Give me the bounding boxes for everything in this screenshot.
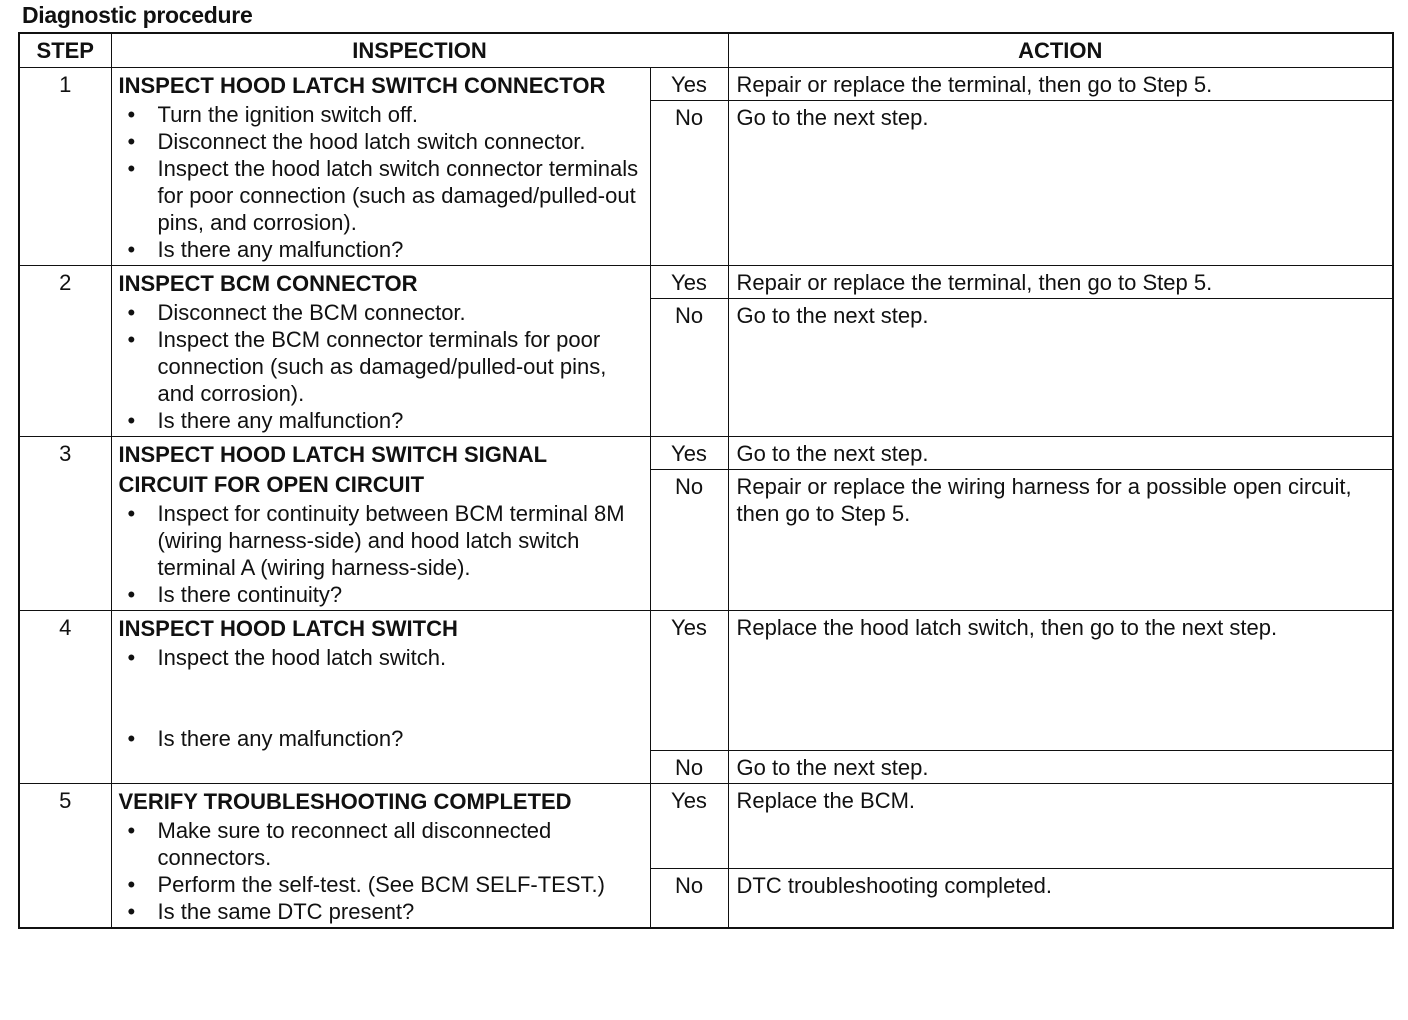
step-number: 5	[19, 784, 111, 929]
bullet-item: • Is there any malfunction?	[119, 725, 642, 752]
bullet-item: • Inspect the hood latch switch.	[119, 644, 642, 671]
yes-action: Repair or replace the terminal, then go to Step 5.	[728, 266, 1393, 299]
yes-label: Yes	[650, 68, 728, 101]
action-header: ACTION	[728, 33, 1393, 68]
no-action: Go to the next step.	[728, 101, 1393, 266]
no-action: DTC troubleshooting completed.	[728, 869, 1393, 929]
bullet-item: • Turn the ignition switch off.	[119, 101, 642, 128]
inspection-cell	[111, 437, 650, 611]
table-row	[19, 784, 1393, 869]
header-row	[19, 33, 1393, 68]
inspection-cell	[111, 784, 650, 929]
bullet-item: • Disconnect the BCM connector.	[119, 299, 642, 326]
inspection-cell	[111, 68, 650, 266]
bullet-item: • Is there continuity?	[119, 581, 642, 608]
no-action: Go to the next step.	[728, 299, 1393, 437]
page-title: Diagnostic procedure	[22, 2, 253, 28]
table-row	[19, 266, 1393, 299]
inspection-header: INSPECTION	[111, 33, 728, 68]
bullet-list	[119, 101, 642, 263]
step-number: 2	[19, 266, 111, 437]
bullet-spacer	[119, 671, 642, 725]
table-row	[19, 68, 1393, 101]
no-label: No	[650, 299, 728, 437]
step-number: 1	[19, 68, 111, 266]
inspection-cell	[111, 611, 650, 784]
yes-action: Go to the next step.	[728, 437, 1393, 470]
inspection-heading: INSPECT BCM CONNECTOR	[118, 271, 418, 296]
bullet-item: • Inspect the hood latch switch connector terminals for poor connection (such as damaged/pulled-out pins, and corrosion).	[119, 155, 642, 236]
yes-label: Yes	[650, 611, 728, 751]
yes-label: Yes	[650, 437, 728, 470]
inspection-cell	[111, 266, 650, 437]
yes-action: Replace the BCM.	[728, 784, 1393, 869]
bullet-list	[119, 299, 642, 434]
no-label: No	[650, 101, 728, 266]
no-label: No	[650, 751, 728, 784]
bullet-item: • Is the same DTC present?	[119, 898, 642, 925]
inspection-heading: INSPECT HOOD LATCH SWITCH SIGNAL CIRCUIT FOR OPEN CIRCUIT	[118, 442, 547, 497]
no-action: Go to the next step.	[728, 751, 1393, 784]
bullet-list	[119, 817, 642, 925]
bullet-item: • Is there any malfunction?	[119, 236, 642, 263]
no-label: No	[650, 470, 728, 611]
no-label: No	[650, 869, 728, 929]
bullet-item: • Perform the self-test. (See BCM SELF-TEST.)	[119, 871, 642, 898]
bullet-list	[119, 644, 642, 752]
table-row	[19, 437, 1393, 470]
bullet-item: • Make sure to reconnect all disconnected connectors.	[119, 817, 642, 871]
yes-label: Yes	[650, 266, 728, 299]
yes-action: Repair or replace the terminal, then go to Step 5.	[728, 68, 1393, 101]
yes-action: Replace the hood latch switch, then go to the next step.	[728, 611, 1393, 751]
inspection-heading: VERIFY TROUBLESHOOTING COMPLETED	[118, 789, 572, 814]
diagnostic-table	[18, 32, 1394, 929]
bullet-list	[119, 500, 642, 608]
step-number: 3	[19, 437, 111, 611]
table-row	[19, 611, 1393, 751]
no-action: Repair or replace the wiring harness for a possible open circuit, then go to Step 5.	[728, 470, 1393, 611]
inspection-heading: INSPECT HOOD LATCH SWITCH CONNECTOR	[118, 73, 606, 98]
bullet-item: • Is there any malfunction?	[119, 407, 642, 434]
bullet-item: • Inspect for continuity between BCM terminal 8M (wiring harness-side) and hood latch switch terminal A (wiring harness-side).	[119, 500, 642, 581]
yes-label: Yes	[650, 784, 728, 869]
bullet-item: • Disconnect the hood latch switch connector.	[119, 128, 642, 155]
inspection-heading: INSPECT HOOD LATCH SWITCH	[118, 616, 458, 641]
step-header: STEP	[19, 33, 111, 68]
bullet-item: • Inspect the BCM connector terminals for poor connection (such as damaged/pulled-out pins, and corrosion).	[119, 326, 642, 407]
step-number: 4	[19, 611, 111, 784]
